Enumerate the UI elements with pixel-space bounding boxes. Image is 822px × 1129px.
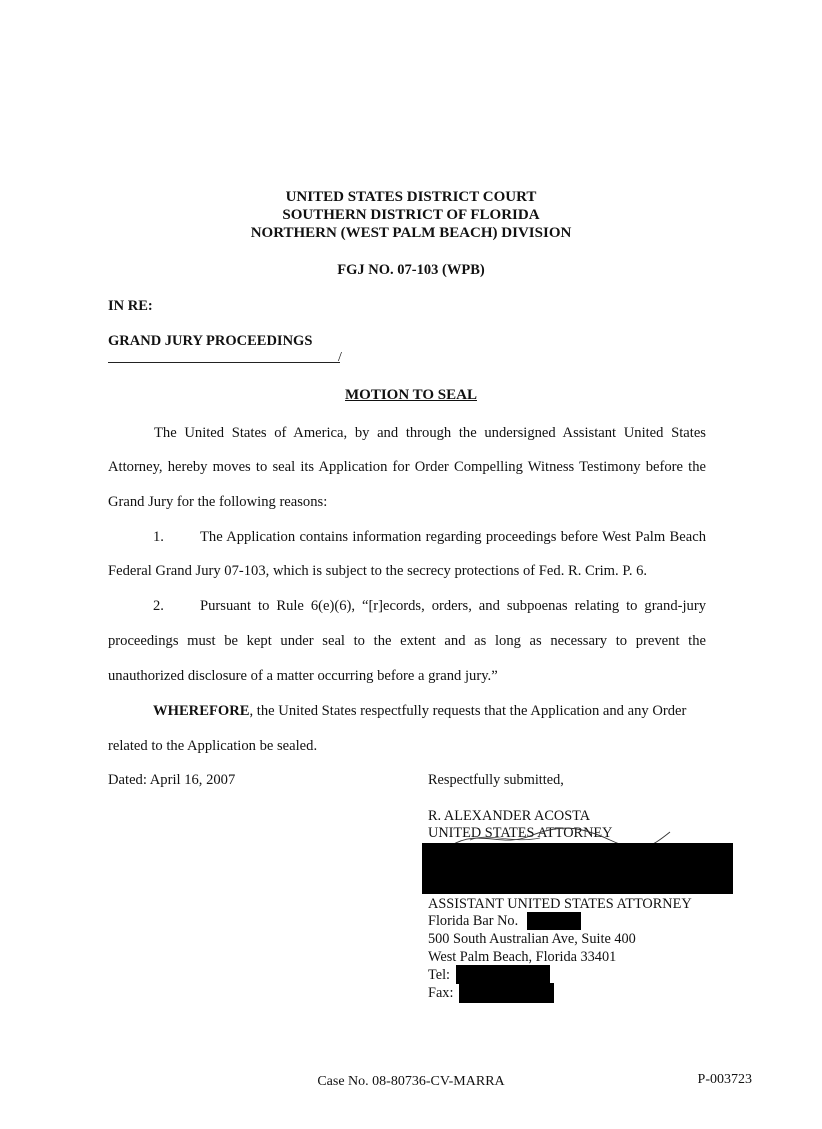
item-1-number: 1.	[153, 529, 164, 545]
item-1-line-2: Federal Grand Jury 07-103, which is subject to the secrecy protections of Fed. R. Crim. P. 6.	[108, 563, 648, 579]
closing: Respectfully submitted,	[428, 772, 564, 788]
intro-line-2: Attorney, hereby moves to seal its Application for Order Compelling Witness Testimony before the	[108, 459, 706, 475]
footer-case-number: Case No. 08-80736-CV-MARRA	[317, 1074, 505, 1089]
redacted-fax	[459, 983, 554, 1003]
redacted-bar-number	[527, 912, 581, 930]
wherefore-line-2: related to the Application be sealed.	[108, 738, 318, 754]
tel-label: Tel:	[428, 967, 451, 983]
item-2-line-1: Pursuant to Rule 6(e)(6), “[r]ecords, orders, and subpoenas relating to grand-jury	[200, 598, 706, 614]
intro-line-3: Grand Jury for the following reasons:	[108, 494, 328, 510]
court-name: UNITED STATES DISTRICT COURT	[285, 189, 537, 205]
intro-line-1: The United States of America, by and through the undersigned Assistant United States	[154, 425, 706, 441]
dated-line: Dated: April 16, 2007	[108, 772, 236, 788]
us-attorney-title: UNITED STATES ATTORNEY	[428, 825, 613, 841]
caption-slash: /	[338, 350, 342, 365]
in-re-label: IN RE:	[108, 298, 153, 314]
fax-label: Fax:	[428, 985, 454, 1001]
item-2-line-2: proceedings must be kept under seal to the extent and as long as necessary to prevent the	[108, 633, 706, 649]
item-2-line-3: unauthorized disclosure of a matter occurring before a grand jury.”	[108, 668, 498, 684]
address-line-1: 500 South Australian Ave, Suite 400	[428, 931, 636, 947]
item-1-line-1: The Application contains information regarding proceedings before West Palm Beach	[200, 529, 706, 545]
bar-number-label: Florida Bar No.	[428, 913, 519, 929]
bates-number: P-003723	[697, 1072, 752, 1087]
wherefore-rest: , the United States respectfully requests that the Application and any Order	[249, 703, 687, 719]
redacted-signature	[422, 843, 733, 894]
caption-divider	[108, 362, 340, 363]
division-name: NORTHERN (WEST PALM BEACH) DIVISION	[250, 225, 572, 241]
address-line-2: West Palm Beach, Florida 33401	[428, 949, 617, 965]
wherefore-lead: WHEREFORE	[153, 703, 250, 719]
motion-title: MOTION TO SEAL	[345, 387, 477, 403]
case-number: FGJ NO. 07-103 (WPB)	[337, 262, 485, 278]
matter-title: GRAND JURY PROCEEDINGS	[108, 333, 313, 349]
ausa-title: ASSISTANT UNITED STATES ATTORNEY	[428, 896, 692, 912]
item-2-number: 2.	[153, 598, 164, 614]
court-heading	[0, 188, 822, 242]
us-attorney-name: R. ALEXANDER ACOSTA	[428, 808, 591, 824]
district-name: SOUTHERN DISTRICT OF FLORIDA	[282, 207, 540, 223]
wherefore-line-1	[153, 703, 706, 720]
redacted-tel	[456, 965, 550, 984]
